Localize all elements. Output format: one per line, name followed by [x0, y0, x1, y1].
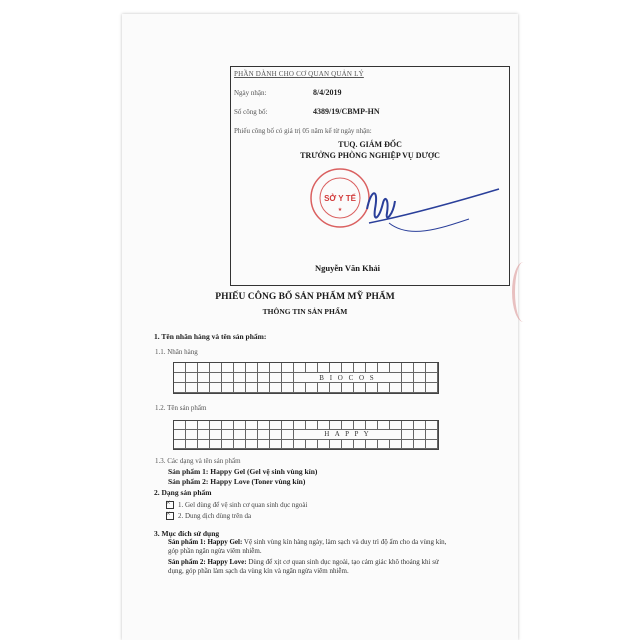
grid-cell: [354, 421, 366, 430]
grid-cell: [294, 383, 306, 393]
grid-cell: [210, 373, 222, 383]
sign-title-1: TUQ. GIÁM ĐỐC: [338, 140, 402, 149]
grid-cell: [306, 363, 318, 373]
section-2-heading: 2. Dạng sản phẩm: [154, 488, 212, 497]
grid-cell: [426, 363, 438, 373]
grid-cell: [234, 421, 246, 430]
grid-cell: [318, 421, 330, 430]
grid-cell: [402, 430, 414, 439]
grid-cell: [282, 383, 294, 393]
grid-cell: [198, 421, 210, 430]
grid-cell: [378, 421, 390, 430]
grid-cell: [366, 363, 378, 373]
grid-cell: [366, 383, 378, 393]
grid-cell: [414, 383, 426, 393]
validity-text: Phiếu công bố có giá trị 05 năm kể từ ngày nhận:: [234, 127, 372, 135]
grid-cell: [234, 440, 246, 449]
grid-cell: [354, 383, 366, 393]
grid-cell: [282, 421, 294, 430]
grid-cell: [186, 430, 198, 439]
brand-text: B I O C O S: [294, 373, 402, 383]
stamp-text: SỞ Y TẾ: [324, 194, 356, 203]
grid-cell: [390, 421, 402, 430]
grid-cell: [414, 373, 426, 383]
grid-cell: [198, 430, 210, 439]
doc-title: PHIẾU CÔNG BỐ SẢN PHẨM MỸ PHẨM: [215, 292, 395, 302]
grid-cell: [426, 373, 438, 383]
grid-cell: [306, 421, 318, 430]
admin-box: [230, 66, 510, 286]
usage-product-1: Sản phẩm 1: Happy Gel: Vệ sinh vùng kín hàng ngày, làm sạch và duy trì độ ẩm cho da vùng kín, góp phần ngăn ngừa viêm nhiễm.: [168, 538, 447, 555]
grid-cell: [366, 421, 378, 430]
section-1-1-label: 1.1. Nhãn hàng: [155, 348, 198, 356]
grid-cell: [282, 373, 294, 383]
grid-cell: [222, 421, 234, 430]
grid-cell: [402, 440, 414, 449]
grid-cell: [234, 363, 246, 373]
grid-cell: [342, 363, 354, 373]
grid-cell: [258, 421, 270, 430]
grid-cell: [186, 440, 198, 449]
grid-cell: [270, 430, 282, 439]
grid-cell: [246, 440, 258, 449]
grid-cell: [318, 440, 330, 449]
grid-cell: [246, 373, 258, 383]
grid-cell: [258, 383, 270, 393]
grid-cell: [174, 363, 186, 373]
grid-cell: [234, 383, 246, 393]
received-value: 8/4/2019: [313, 88, 342, 97]
grid-cell: [186, 383, 198, 393]
grid-cell: [354, 363, 366, 373]
grid-cell: [186, 373, 198, 383]
grid-cell: [246, 383, 258, 393]
grid-cell: [210, 363, 222, 373]
grid-cell: [198, 363, 210, 373]
grid-cell: [426, 421, 438, 430]
grid-cell: [402, 383, 414, 393]
grid-cell: [378, 440, 390, 449]
grid-cell: [294, 363, 306, 373]
grid-cell: [294, 421, 306, 430]
grid-cell: [318, 363, 330, 373]
grid-cell: [330, 440, 342, 449]
grid-cell: [330, 363, 342, 373]
grid-cell: [246, 430, 258, 439]
grid-cell: [426, 430, 438, 439]
admin-header: PHẦN DÀNH CHO CƠ QUAN QUẢN LÝ: [234, 70, 364, 78]
grid-cell: [258, 440, 270, 449]
checkbox-checked: [166, 512, 174, 520]
grid-cell: [258, 373, 270, 383]
grid-cell: [366, 440, 378, 449]
grid-cell: [246, 363, 258, 373]
signature: [349, 179, 509, 249]
grid-cell: [378, 383, 390, 393]
grid-cell: [198, 383, 210, 393]
grid-cell: [306, 383, 318, 393]
grid-cell: [414, 363, 426, 373]
grid-cell: [258, 363, 270, 373]
grid-cell: [390, 440, 402, 449]
section-1-3-label: 1.3. Các dạng và tên sản phẩm: [155, 457, 241, 465]
grid-cell: [222, 363, 234, 373]
checkbox-checked: [166, 501, 174, 509]
grid-cell: [198, 373, 210, 383]
sign-title-2: TRƯỞNG PHÒNG NGHIỆP VỤ DƯỢC: [300, 151, 440, 160]
grid-cell: [210, 430, 222, 439]
brand-grid: [173, 362, 439, 394]
number-label: Số công bố:: [234, 108, 268, 116]
grid-cell: [282, 440, 294, 449]
grid-cell: [378, 363, 390, 373]
doc-subtitle: THÔNG TIN SẢN PHẨM: [262, 307, 348, 316]
grid-cell: [174, 373, 186, 383]
grid-cell: [246, 421, 258, 430]
grid-cell: [306, 440, 318, 449]
grid-cell: [210, 440, 222, 449]
grid-cell: [210, 383, 222, 393]
grid-cell: [222, 440, 234, 449]
form-option-2: ×2. Dung dịch dùng trên da: [166, 512, 251, 520]
grid-cell: [270, 373, 282, 383]
grid-cell: [414, 430, 426, 439]
grid-cell: [282, 363, 294, 373]
grid-cell: [414, 440, 426, 449]
grid-cell: [210, 421, 222, 430]
grid-cell: [222, 373, 234, 383]
svg-text:★: ★: [337, 207, 343, 213]
grid-cell: [270, 363, 282, 373]
grid-cell: [342, 383, 354, 393]
grid-cell: [426, 383, 438, 393]
grid-cell: [258, 430, 270, 439]
partial-stamp-edge: [512, 262, 535, 322]
product-grid: [173, 420, 439, 450]
grid-cell: [282, 430, 294, 439]
grid-cell: [174, 383, 186, 393]
grid-cell: [270, 383, 282, 393]
grid-cell: [270, 421, 282, 430]
grid-cell: [222, 383, 234, 393]
grid-cell: [186, 421, 198, 430]
signer-name: Nguyễn Văn Khải: [315, 263, 381, 273]
section-3-heading: 3. Mục đích sử dụng: [154, 529, 220, 538]
section-1-heading: 1. Tên nhãn hàng và tên sản phẩm:: [154, 332, 267, 341]
grid-cell: [234, 373, 246, 383]
grid-cell: [294, 440, 306, 449]
grid-cell: [330, 383, 342, 393]
grid-cell: [414, 421, 426, 430]
grid-cell: [174, 440, 186, 449]
received-label: Ngày nhận:: [234, 89, 267, 97]
grid-cell: [330, 421, 342, 430]
grid-cell: [426, 440, 438, 449]
grid-cell: [390, 383, 402, 393]
product-1: Sản phẩm 1: Happy Gel (Gel vệ sinh vùng kín): [168, 467, 318, 476]
usage-product-2: Sản phẩm 2: Happy Love: Dùng để xịt cơ quan sinh dục ngoài, tạo cảm giác khô thoáng khi sử dụng, góp phần làm sạch da vùng kín và ngăn ngừa viêm nhiễm.: [168, 558, 439, 575]
grid-cell: [234, 430, 246, 439]
grid-cell: [318, 383, 330, 393]
number-value: 4389/19/CBMP-HN: [313, 107, 380, 116]
grid-cell: [402, 373, 414, 383]
product-2: Sản phẩm 2: Happy Love (Toner vùng kín): [168, 477, 306, 486]
grid-cell: [198, 440, 210, 449]
grid-cell: [186, 363, 198, 373]
section-1-2-label: 1.2. Tên sản phẩm: [155, 404, 207, 412]
grid-cell: [342, 421, 354, 430]
grid-cell: [390, 363, 402, 373]
product-text: H A P P Y: [294, 430, 402, 439]
grid-cell: [402, 421, 414, 430]
grid-cell: [270, 440, 282, 449]
grid-cell: [354, 440, 366, 449]
form-option-1: ×1. Gel dùng để vệ sinh cơ quan sinh dục ngoài: [166, 501, 307, 509]
grid-cell: [174, 430, 186, 439]
grid-cell: [342, 440, 354, 449]
grid-cell: [174, 421, 186, 430]
grid-cell: [402, 363, 414, 373]
grid-cell: [222, 430, 234, 439]
